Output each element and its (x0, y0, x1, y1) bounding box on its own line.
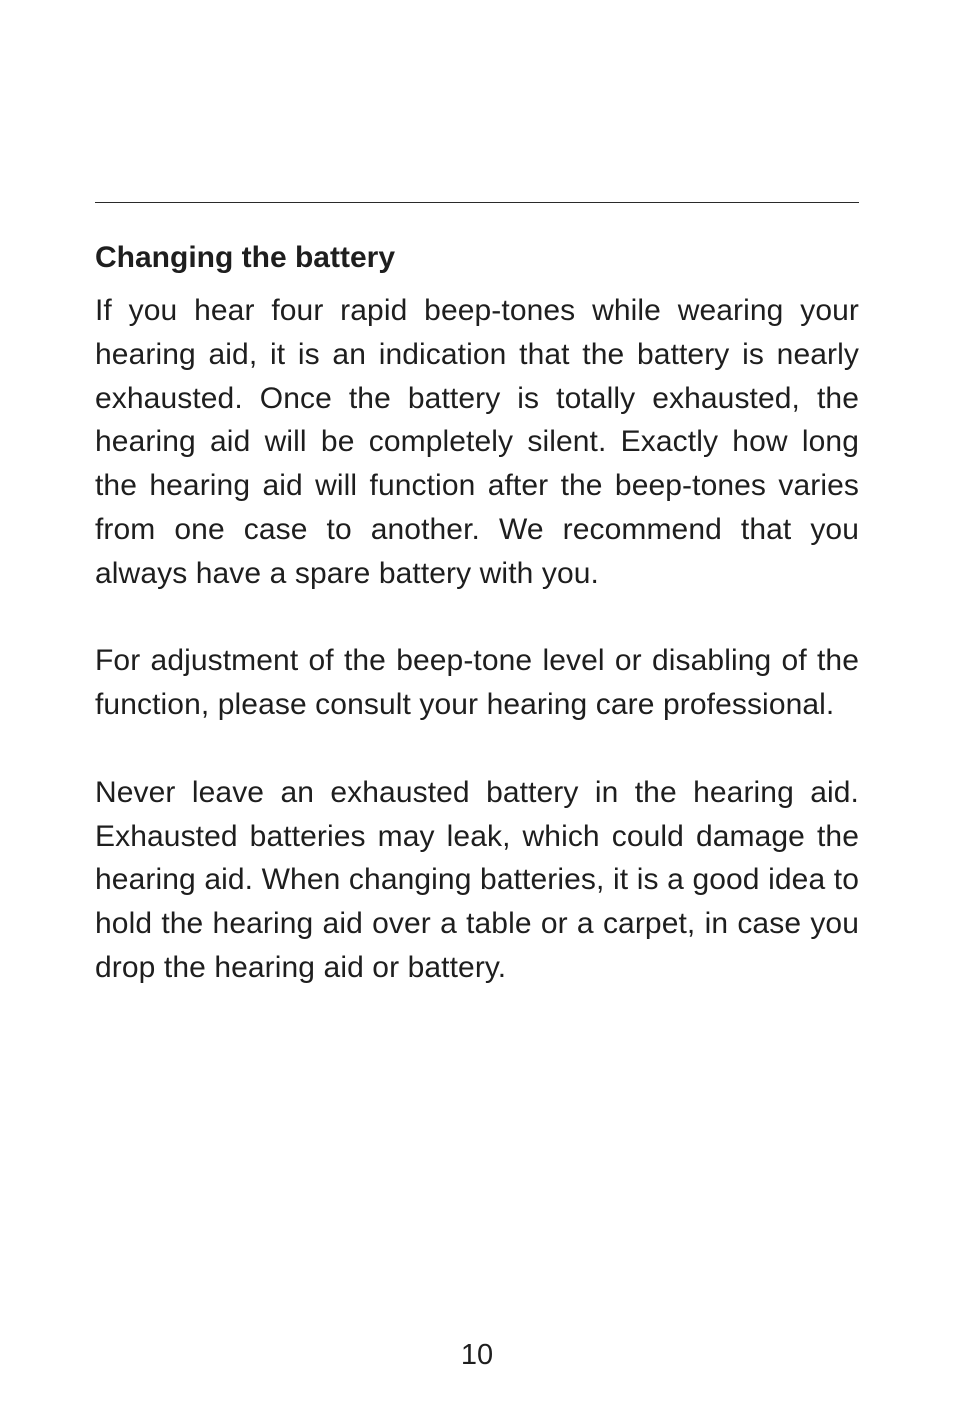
page-number: 10 (460, 1339, 494, 1371)
paragraph-low-battery-warning: If you hear four rapid beep-tones while wearing your hearing aid, it is an indication that the battery is nearly exhausted. Once the battery is totally exhausted, the hearing aid will be completely silent. Exactly how long the hearing aid will function after the beep-tones varies from one case to another. We recommend that you always have a spare battery with you. (95, 294, 859, 590)
paragraph-beep-tone-adjustment: For adjustment of the beep-tone level or disabling of the function, please consult your hearing care professional. (95, 644, 859, 722)
section-content (95, 236, 859, 1034)
paragraph-exhausted-battery-advice: Never leave an exhausted battery in the hearing aid. Exhausted batteries may leak, which could damage the hearing aid. When changing batteries, it is a good idea to hold the hearing aid over a table or a carpet, in case you drop the hearing aid or battery. (95, 775, 859, 984)
section-heading: Changing the battery (95, 241, 396, 274)
top-divider (95, 202, 859, 203)
